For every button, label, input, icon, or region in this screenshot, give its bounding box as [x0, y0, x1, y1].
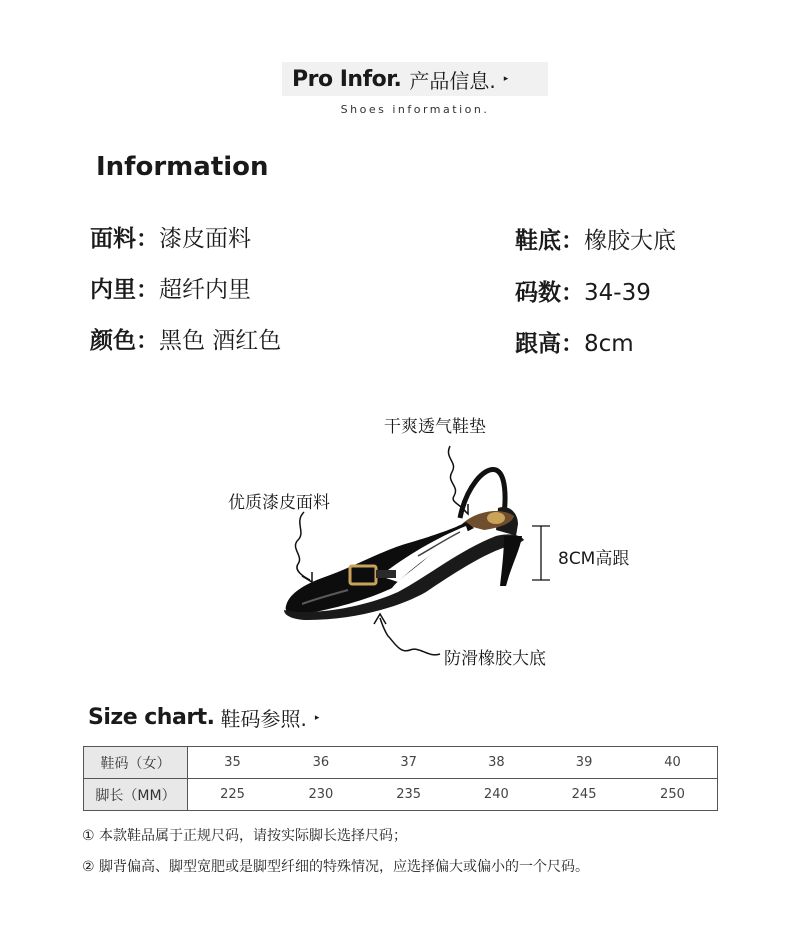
- callout-insole: 干爽透气鞋垫: [384, 417, 486, 437]
- play-arrow-icon: ▸: [503, 74, 509, 84]
- spec-color: [90, 322, 281, 355]
- callout-upper: 优质漆皮面料: [228, 493, 330, 513]
- header-title-cn: 产品信息.: [409, 68, 496, 93]
- callout-sole: 防滑橡胶大底: [444, 649, 546, 669]
- table-row: [84, 779, 718, 811]
- size-chart-title-en: Size chart.: [88, 705, 215, 730]
- table-cell: 36: [277, 747, 365, 779]
- spec-value: 黑色 酒红色: [159, 328, 282, 354]
- table-cell: 240: [452, 779, 540, 811]
- slingback-shoe-illustration: [222, 400, 582, 680]
- shoe-diagram: [222, 400, 630, 680]
- table-cell: 37: [365, 747, 453, 779]
- spec-value: 橡胶大底: [584, 228, 676, 254]
- spec-value: 8cm: [584, 331, 634, 357]
- spec-label: 跟高：: [515, 331, 584, 357]
- spec-heel-height: [515, 325, 634, 358]
- size-chart-table: [83, 746, 718, 811]
- size-chart-title: [88, 703, 319, 732]
- table-row: [84, 747, 718, 779]
- curly-arrow-upper: [295, 512, 310, 580]
- row-header: 脚长（MM）: [84, 779, 188, 811]
- table-cell: 235: [365, 779, 453, 811]
- spec-label: 面料：: [90, 226, 159, 252]
- spec-label: 内里：: [90, 277, 159, 303]
- header-banner: [282, 62, 548, 96]
- spec-value: 漆皮面料: [159, 226, 251, 252]
- note-1: ① 本款鞋品属于正规尺码，请按实际脚长选择尺码；: [82, 828, 407, 844]
- table-cell: 225: [188, 779, 278, 811]
- play-arrow-icon: ▸: [314, 712, 320, 723]
- spec-label: 码数：: [515, 280, 584, 306]
- table-cell: 35: [188, 747, 278, 779]
- note-2: ② 脚背偏高、脚型宽肥或是脚型纤细的特殊情况，应选择偏大或偏小的一个尺码。: [82, 859, 589, 875]
- spec-value: 34-39: [584, 280, 651, 306]
- table-cell: 38: [452, 747, 540, 779]
- size-chart-title-cn: 鞋码参照.: [220, 707, 307, 731]
- spec-sole: [515, 222, 676, 255]
- spec-lining: [90, 271, 251, 304]
- information-title: Information: [96, 152, 269, 182]
- table-cell: 39: [540, 747, 628, 779]
- spec-label: 颜色：: [90, 328, 159, 354]
- spec-material: [90, 220, 251, 253]
- header-title-en: Pro Infor.: [292, 66, 402, 92]
- spec-size-range: [515, 274, 651, 307]
- spec-value: 超纤内里: [159, 277, 251, 303]
- curly-arrow-sole: [380, 618, 440, 655]
- table-cell: 250: [628, 779, 718, 811]
- table-cell: 230: [277, 779, 365, 811]
- header-subtitle: Shoes information.: [340, 103, 490, 116]
- row-header: 鞋码（女）: [84, 747, 188, 779]
- table-cell: 40: [628, 747, 718, 779]
- spec-label: 鞋底：: [515, 228, 584, 254]
- callout-heel: 8CM高跟: [558, 549, 630, 569]
- table-cell: 245: [540, 779, 628, 811]
